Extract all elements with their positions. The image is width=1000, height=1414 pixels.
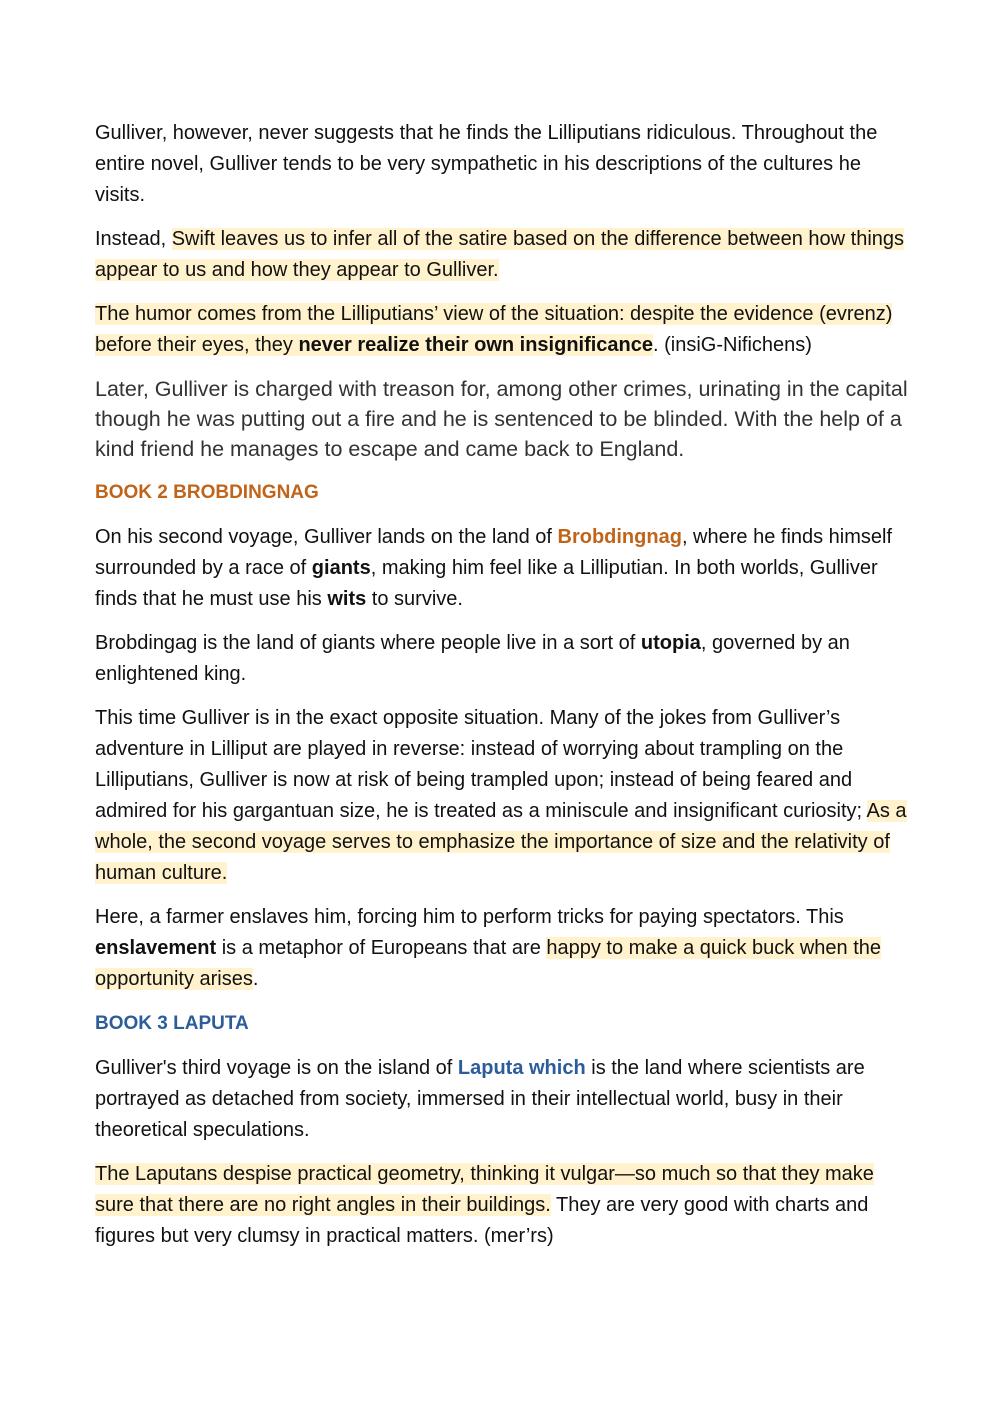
- enslavement-term: enslavement: [95, 937, 217, 959]
- paragraph-text: Instead,: [95, 228, 172, 250]
- paragraph-text: , making him feel like a Lilliputian. In both worlds, Gulliver finds that he must use his: [95, 557, 878, 610]
- heading-book-2: BOOK 2 BROBDINGNAG: [95, 482, 319, 503]
- paragraph-enslavement: [95, 902, 910, 995]
- paragraph-text: Gulliver's third voyage is on the island of: [95, 1057, 458, 1079]
- paragraph-text: .: [252, 968, 259, 990]
- paragraph-text: , governed by an enlightened king.: [95, 632, 850, 685]
- paragraph-text: , where he finds himself surrounded by a race of: [95, 526, 893, 579]
- document-page: [95, 118, 910, 1265]
- paragraph-text: Here, a farmer enslaves him, forcing him to perform tricks for paying spectators. This: [95, 906, 844, 928]
- paragraph-swift-satire: [95, 224, 910, 286]
- paragraph-brobdingag-utopia: [95, 628, 910, 690]
- paragraph-text: They are very good with charts and figures but very clumsy in practical matters. (mer’rs): [95, 1194, 869, 1247]
- paragraph-second-voyage: [95, 522, 910, 615]
- paragraph-gulliver-sympathy: [95, 118, 910, 211]
- heading-book-3: BOOK 3 LAPUTA: [95, 1013, 249, 1034]
- highlighted-text: As a whole, the second voyage serves to emphasize the importance of size and the relativity of human culture.: [95, 800, 907, 884]
- paragraph-text: is a metaphor of Europeans that are: [216, 937, 547, 959]
- laputa-term: Laputa which: [457, 1057, 586, 1079]
- giants-term: giants: [311, 557, 371, 579]
- paragraph-text: Later, Gulliver is charged with treason for, among other crimes, urinating in the capital though he was putting out a fire and he is sentenced to be blinded. With the help of a kind friend he manages to escape and came back to England.: [95, 377, 908, 461]
- highlighted-text: Swift leaves us to infer all of the satire based on the difference between how things appear to us and how they appear to Gulliver.: [95, 228, 905, 281]
- paragraph-text: is the land where scientists are portrayed as detached from society, immersed in their intellectual world, busy in their theoretical speculations.: [95, 1057, 865, 1141]
- wits-term: wits: [327, 588, 367, 610]
- paragraph-opposite-situation: [95, 703, 910, 889]
- paragraph-treason: [95, 374, 910, 464]
- paragraph-text: . (insiG-Nifichens): [653, 334, 812, 356]
- paragraph-lilliputian-humor: [95, 299, 910, 361]
- highlighted-text: The Laputans despise practical geometry, thinking it vulgar—so much so that they make sure that there are no right angles in their buildings.: [95, 1163, 874, 1216]
- paragraph-text: Gulliver, however, never suggests that he finds the Lilliputians ridiculous. Throughout the entire novel, Gulliver tends to be very sympathetic in his descriptions of the cultures he visits.: [95, 122, 878, 206]
- paragraph-text: to survive.: [366, 588, 463, 610]
- highlighted-text: The humor comes from the Lilliputians’ view of the situation: despite the evidence (evrenz) before their eyes, they: [95, 303, 893, 356]
- highlighted-bold-text: never realize their own insignificance: [298, 334, 654, 356]
- paragraph-laputans-geometry: [95, 1159, 910, 1252]
- paragraph-text: On his second voyage, Gulliver lands on the land of: [95, 526, 558, 548]
- brobdingnag-term: Brobdingnag: [557, 526, 682, 548]
- paragraph-text: Brobdingag is the land of giants where people live in a sort of: [95, 632, 641, 654]
- paragraph-third-voyage: [95, 1053, 910, 1146]
- utopia-term: utopia: [640, 632, 701, 654]
- paragraph-text: This time Gulliver is in the exact opposite situation. Many of the jokes from Gulliver’s adventure in Lilliput are played in reverse: instead of worrying about trampling on the Lilliputians, Gulliver is now at risk of being trampled upon; instead of being feared and admired for his gargantuan size, he is treated as a miniscule and insignificant curiosity;: [95, 707, 867, 822]
- highlighted-text: happy to make a quick buck when the opportunity arises: [95, 937, 882, 990]
